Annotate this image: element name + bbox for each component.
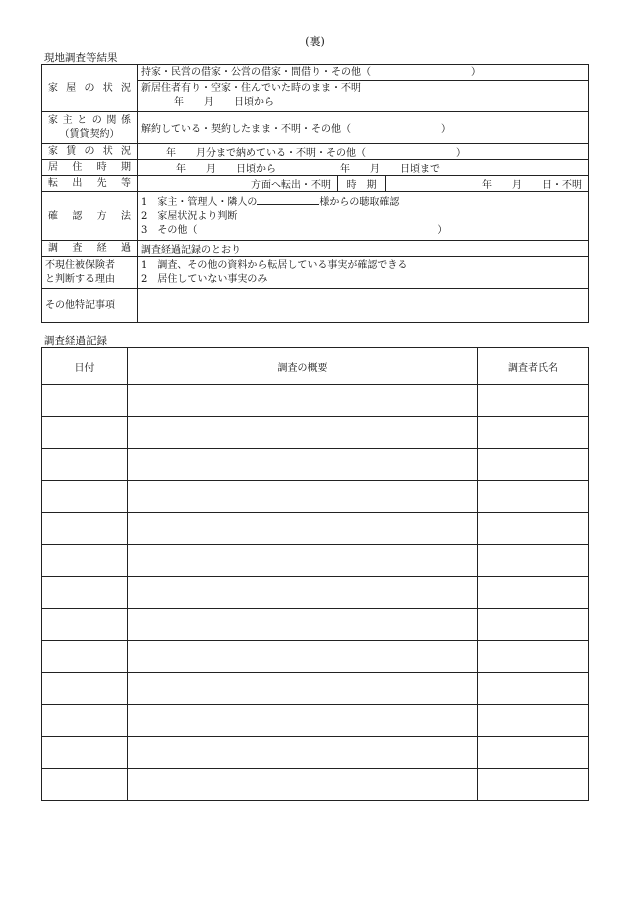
survey-progress-value: 調査経過記録のとおり (138, 241, 589, 257)
table-row (42, 385, 589, 417)
house-since-date: 年 月 日頃から (174, 97, 274, 108)
table-row (42, 641, 589, 673)
judgement-reason-options (138, 257, 589, 289)
table-row (42, 705, 589, 737)
date-cell[interactable] (42, 609, 128, 641)
confirm-option-3: 3 その他（ ） (141, 225, 448, 236)
table-row (42, 577, 589, 609)
table-row (42, 609, 589, 641)
section-title-field-survey: 現地調査等結果 (44, 52, 118, 64)
owner-relation-options: 解約している・契約したまま・不明・その他（ ） (138, 112, 589, 144)
investigator-cell[interactable] (478, 737, 589, 769)
date-cell[interactable] (42, 737, 128, 769)
reason-option-2: 2 居住していない事実のみ (141, 273, 268, 285)
field-survey-table (41, 64, 589, 323)
row-owner-relation (42, 112, 589, 144)
confirm-method-options (138, 192, 589, 241)
reason-option-1: 1 調査、その他の資料から転居している事実が確認できる (141, 259, 408, 271)
summary-cell[interactable] (128, 545, 478, 577)
table-row (42, 481, 589, 513)
date-cell[interactable] (42, 705, 128, 737)
survey-log-header (42, 348, 589, 385)
table-row (42, 673, 589, 705)
table-row (42, 417, 589, 449)
table-row (42, 449, 589, 481)
house-occupancy-options: 新居住者有り・空家・住んでいた時のまま・不明 (141, 83, 361, 94)
row-judgement-reason (42, 257, 589, 289)
header-date: 日付 (42, 348, 128, 385)
summary-cell[interactable] (128, 513, 478, 545)
summary-cell[interactable] (128, 737, 478, 769)
summary-cell[interactable] (128, 577, 478, 609)
date-cell[interactable] (42, 769, 128, 801)
date-cell[interactable] (42, 385, 128, 417)
investigator-cell[interactable] (478, 545, 589, 577)
investigator-cell[interactable] (478, 417, 589, 449)
survey-log-table (41, 347, 589, 801)
date-cell[interactable] (42, 449, 128, 481)
label-residence-period: 居住時期 (42, 160, 138, 176)
summary-cell[interactable] (128, 705, 478, 737)
notes-value[interactable] (138, 289, 589, 323)
summary-cell[interactable] (128, 449, 478, 481)
date-cell[interactable] (42, 545, 128, 577)
label-rent-status: 家賃の状況 (42, 144, 138, 160)
investigator-cell[interactable] (478, 513, 589, 545)
date-cell[interactable] (42, 513, 128, 545)
investigator-cell[interactable] (478, 385, 589, 417)
investigator-cell[interactable] (478, 641, 589, 673)
table-row (42, 769, 589, 801)
header-summary: 調査の概要 (128, 348, 478, 385)
summary-cell[interactable] (128, 673, 478, 705)
label-survey-progress: 調査経過 (42, 241, 138, 257)
survey-log-body (42, 385, 589, 801)
date-cell[interactable] (42, 417, 128, 449)
label-notes: その他特記事項 (42, 289, 138, 323)
label-judgement-reason: 不現住被保険者 と判断する理由 (42, 257, 138, 289)
confirm-option-1: 1 家主・管理人・隣人の 様からの聴取確認 (141, 194, 585, 210)
summary-cell[interactable] (128, 769, 478, 801)
summary-cell[interactable] (128, 385, 478, 417)
row-house-status (42, 65, 589, 112)
row-residence-period (42, 160, 589, 176)
move-period-date: 年 月 日・不明 (386, 176, 589, 192)
rent-status-options: 年 月分まで納めている・不明・その他（ ） (138, 144, 589, 160)
residence-to: 年 月 日頃まで (340, 164, 440, 175)
row-confirm-method (42, 192, 589, 241)
investigator-cell[interactable] (478, 449, 589, 481)
summary-cell[interactable] (128, 417, 478, 449)
table-row (42, 545, 589, 577)
row-notes (42, 289, 589, 323)
residence-period-cell (138, 160, 589, 176)
row-survey-progress (42, 241, 589, 257)
investigator-cell[interactable] (478, 769, 589, 801)
investigator-cell[interactable] (478, 705, 589, 737)
confirm-option-2: 2 家屋状況より判断 (141, 211, 238, 222)
investigator-cell[interactable] (478, 481, 589, 513)
investigator-cell[interactable] (478, 609, 589, 641)
date-cell[interactable] (42, 577, 128, 609)
residence-from: 年 月 日頃から (176, 164, 276, 175)
date-cell[interactable] (42, 673, 128, 705)
row-moved-to (42, 176, 589, 192)
moved-to-options: 方面へ転出・不明 (138, 176, 338, 192)
label-move-period: 時 期 (338, 176, 386, 192)
investigator-cell[interactable] (478, 577, 589, 609)
date-cell[interactable] (42, 641, 128, 673)
label-moved-to: 転出先等 (42, 176, 138, 192)
table-row (42, 513, 589, 545)
house-status-cell (138, 65, 589, 112)
date-cell[interactable] (42, 481, 128, 513)
page-label: (裏) (305, 35, 325, 48)
summary-cell[interactable] (128, 641, 478, 673)
investigator-cell[interactable] (478, 673, 589, 705)
table-row (42, 737, 589, 769)
row-rent-status (42, 144, 589, 160)
label-house-status: 家屋の状況 (42, 65, 138, 112)
summary-cell[interactable] (128, 609, 478, 641)
summary-cell[interactable] (128, 481, 478, 513)
header-investigator: 調査者氏名 (478, 348, 589, 385)
label-confirm-method: 確認方法 (42, 192, 138, 241)
label-owner-relation: 家主との関係 （賃貸契約） (42, 112, 138, 144)
section-title-survey-log: 調査経過記録 (44, 335, 107, 347)
house-type-options: 持家・民営の借家・公営の借家・間借り・その他（ ） (138, 65, 588, 81)
